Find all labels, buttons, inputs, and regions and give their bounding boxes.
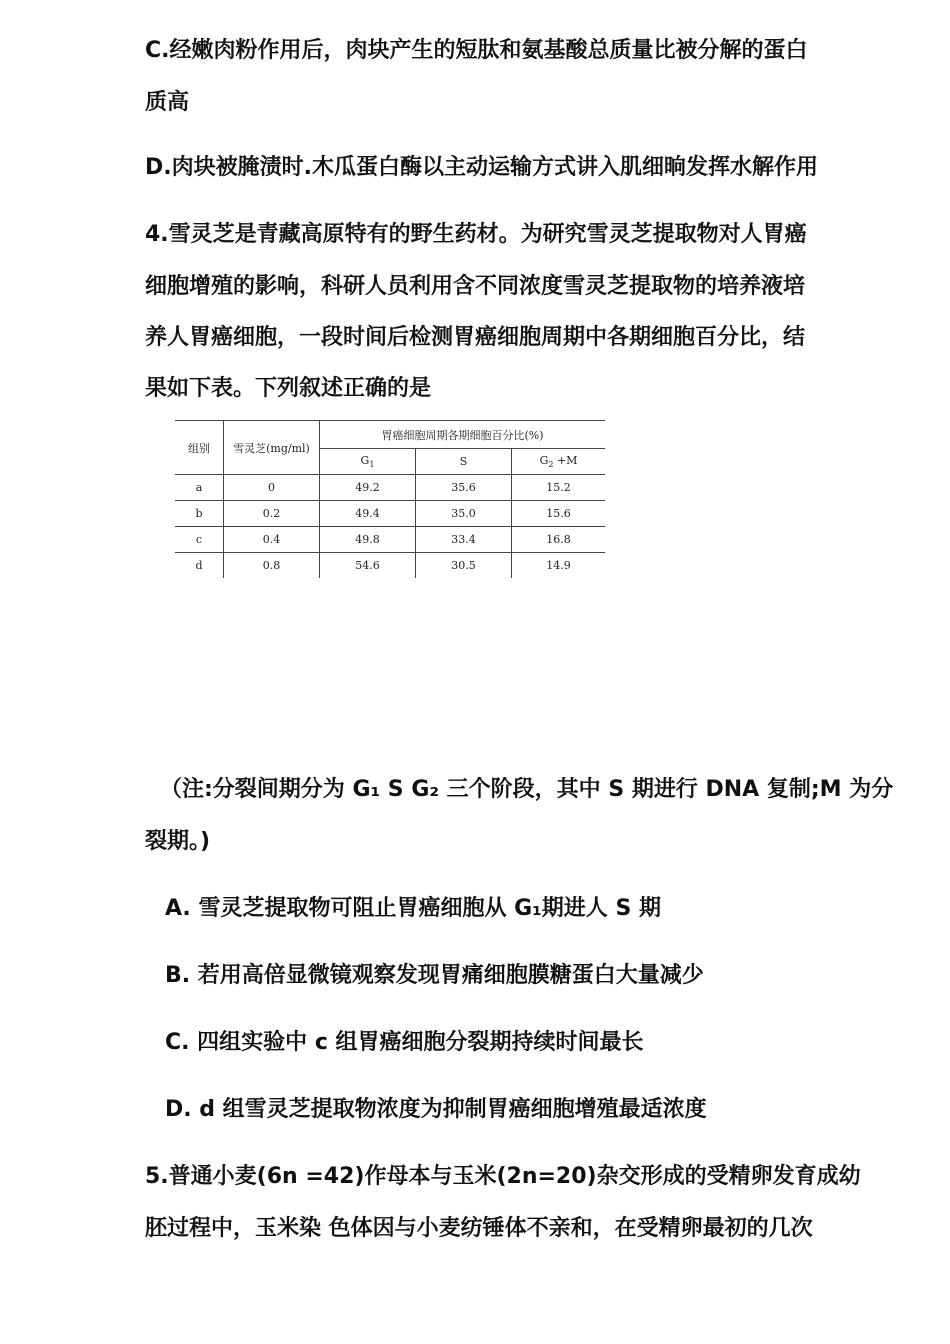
cell-g2m: 14.9 <box>512 553 606 579</box>
question-4-line-3: 养人胃癌细胞，一段时间后检测胃癌细胞周期中各期细胞百分比，结 <box>145 325 806 350</box>
table-row <box>175 553 605 579</box>
cell-group: a <box>175 475 224 501</box>
table-row <box>175 527 605 553</box>
cell-s: 30.5 <box>416 553 512 579</box>
header-s: S <box>416 449 512 475</box>
note-line-2: 裂期。) <box>145 829 211 854</box>
header-g1: $G_1$ <box>320 449 416 475</box>
option-b: B. 若用高倍显微镜观察发现胃痛细胞膜糖蛋白大量减少 <box>165 963 704 988</box>
question-5-line-1: 5.普通小麦(6n =42)作母本与玉米(2n=20)杂交形成的受精卵发育成幼 <box>145 1164 861 1189</box>
cell-concentration: 0.2 <box>224 501 320 527</box>
cell-g1: 49.2 <box>320 475 416 501</box>
option-d-line: D.肉块被腌渍时.木瓜蛋白酶以主动运输方式讲入肌细晌发挥水解作用 <box>145 155 818 180</box>
cell-group: b <box>175 501 224 527</box>
option-a: A. 雪灵芝提取物可阻止胃癌细胞从 G₁期进人 S 期 <box>165 896 661 921</box>
cell-g1: 54.6 <box>320 553 416 579</box>
cell-s: 33.4 <box>416 527 512 553</box>
question-4-line-1: 4.雪灵芝是青藏高原特有的野生药材。为研究雪灵芝提取物对人胃癌 <box>145 222 807 247</box>
cell-g1: 49.4 <box>320 501 416 527</box>
header-g2m: $G_2 +M$ <box>512 449 606 475</box>
note-line-1: （注:分裂间期分为 G₁ S G₂ 三个阶段，其中 S 期进行 DNA 复制;M 为分 <box>160 777 894 802</box>
cell-group: c <box>175 527 224 553</box>
data-table <box>175 420 605 578</box>
header-concentration: 雪灵芝(mg/ml) <box>224 421 320 475</box>
question-5-line-2: 胚过程中，玉米染 色体因与小麦纺锤体不亲和，在受精卵最初的几次 <box>145 1216 813 1241</box>
cell-g2m: 16.8 <box>512 527 606 553</box>
header-percentage: 胃癌细胞周期各期细胞百分比(%) <box>320 421 606 449</box>
question-4-line-4: 果如下表。下列叙述正确的是 <box>145 376 432 401</box>
cell-g2m: 15.2 <box>512 475 606 501</box>
option-c: C. 四组实验中 c 组胃癌细胞分裂期持续时间最长 <box>165 1030 644 1055</box>
option-d: D. d 组雪灵芝提取物浓度为抑制胃癌细胞增殖最适浓度 <box>165 1097 707 1122</box>
option-c-line-2: 质高 <box>145 90 190 115</box>
question-4-line-2: 细胞增殖的影响，科研人员利用含不同浓度雪灵芝提取物的培养液培 <box>145 274 806 299</box>
option-c-line-1: C.经嫩肉粉作用后，肉块产生的短肽和氨基酸总质量比被分解的蛋白 <box>145 38 808 63</box>
cell-s: 35.6 <box>416 475 512 501</box>
cell-g2m: 15.6 <box>512 501 606 527</box>
cell-concentration: 0.4 <box>224 527 320 553</box>
cell-group: d <box>175 553 224 579</box>
cell-s: 35.0 <box>416 501 512 527</box>
table-row <box>175 501 605 527</box>
cell-concentration: 0 <box>224 475 320 501</box>
cell-concentration: 0.8 <box>224 553 320 579</box>
header-group: 组别 <box>175 421 224 475</box>
table-row <box>175 475 605 501</box>
cell-g1: 49.8 <box>320 527 416 553</box>
